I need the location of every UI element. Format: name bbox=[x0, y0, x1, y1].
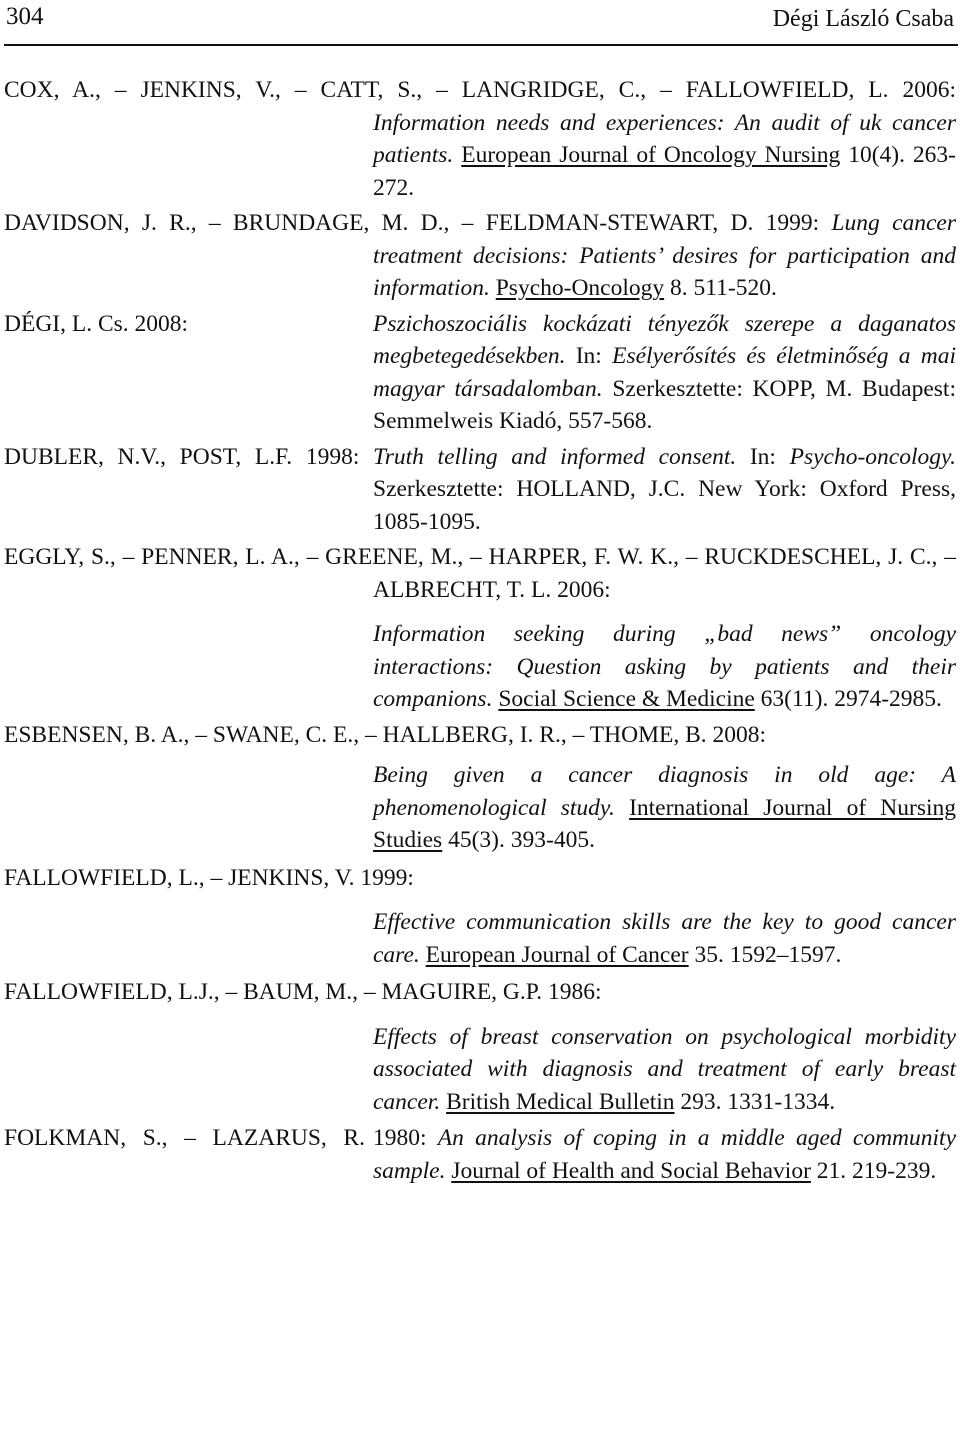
ref-details: 35. 1592–1597. bbox=[694, 941, 842, 968]
ref-details: 293. 1331-1334. bbox=[680, 1088, 836, 1115]
ref-title: An analysis of coping in a middle aged community sample. bbox=[373, 1125, 957, 1184]
ref-journal: European Journal of Cancer bbox=[425, 941, 689, 968]
ref-journal: Journal of Health and Social Behavior bbox=[451, 1157, 811, 1184]
reference-entry bbox=[0, 1122, 960, 1187]
ref-authors: FOLKMAN, S., – LAZARUS, R. bbox=[4, 1125, 365, 1151]
ref-title: Effective communication skills are the key to good cancer care. bbox=[373, 909, 956, 968]
page-header bbox=[0, 0, 960, 46]
ref-year: 2006: bbox=[557, 576, 611, 603]
header-rule bbox=[4, 44, 958, 46]
reference-entry bbox=[0, 308, 960, 438]
ref-journal: European Journal of Oncology Nursing bbox=[461, 142, 841, 168]
ref-year: 1986: bbox=[548, 979, 602, 1005]
ref-details: 21. 219-239. bbox=[816, 1157, 937, 1184]
ref-title: Effects of breast conservation on psychological morbidity associated with diagnosis and treatment of early breast cancer. bbox=[373, 1023, 956, 1115]
ref-book: Esélyerősítés és életminőség a mai magyar társadalomban. bbox=[373, 343, 956, 402]
ref-details: 45(3). 393-405. bbox=[448, 827, 595, 853]
reference-entry bbox=[0, 719, 960, 857]
ref-title: Pszichoszociális kockázati tényezők szerepe a daganatos megbetegedésekben. bbox=[373, 310, 956, 369]
ref-title: Information seeking during „bad news” oncology interactions: Question asking by patients and their companions. bbox=[373, 621, 956, 712]
ref-authors: FALLOWFIELD, L.J., – BAUM, M., – MAGUIRE, G.P. bbox=[4, 979, 543, 1005]
ref-year: 2008: bbox=[134, 310, 189, 337]
ref-journal: British Medical Bulletin bbox=[446, 1088, 675, 1115]
reference-entry bbox=[0, 976, 960, 1118]
ref-title: Truth telling and informed consent. bbox=[372, 443, 737, 470]
reference-entry bbox=[0, 207, 960, 305]
ref-authors: DAVIDSON, J. R., – BRUNDAGE, M. D., – FELDMAN-STEWART, D. bbox=[4, 210, 754, 236]
ref-details: Szerkesztette: HOLLAND, J.C. New York: Oxford Press, 1085-1095. bbox=[373, 476, 956, 535]
ref-authors: DÉGI, L. Cs. bbox=[4, 310, 129, 337]
reference-entry bbox=[0, 541, 960, 716]
ref-year: 1998: bbox=[305, 443, 360, 470]
ref-year: 2006: bbox=[902, 77, 956, 103]
ref-book: Psycho-oncology. bbox=[789, 443, 956, 470]
ref-in: In: bbox=[575, 343, 602, 369]
ref-details: Szerkesztette: KOPP, M. Budapest: Semmelweis Kiadó, 557-568. bbox=[373, 375, 956, 434]
ref-year: 1980: bbox=[373, 1125, 427, 1151]
ref-year: 2008: bbox=[712, 721, 767, 748]
reference-entry bbox=[0, 441, 960, 539]
running-head-author: Dégi László Csaba bbox=[772, 6, 954, 32]
ref-journal: International Journal of Nursing Studies bbox=[373, 794, 956, 853]
reference-entry bbox=[0, 74, 960, 204]
ref-journal: Psycho-Oncology bbox=[495, 275, 665, 301]
ref-authors: EGGLY, S., – PENNER, L. A., – GREENE, M., – HARPER, F. W. K., – RUCKDESCHEL, J. C., – ALBRECHT, T. L. bbox=[4, 544, 956, 603]
ref-details: 10(4). 263-272. bbox=[373, 142, 957, 201]
ref-year: 1999: bbox=[360, 864, 414, 891]
reference-list bbox=[0, 74, 960, 1190]
ref-journal: Social Science & Medicine bbox=[498, 686, 755, 712]
ref-title: Information needs and experiences: An audit of uk cancer patients. bbox=[373, 109, 956, 168]
ref-authors: FALLOWFIELD, L., – JENKINS, V. bbox=[4, 864, 355, 891]
page-number: 304 bbox=[6, 3, 44, 30]
ref-details: 8. 511-520. bbox=[670, 275, 777, 301]
ref-title: Lung cancer treatment decisions: Patients’ desires for participation and information. bbox=[373, 210, 957, 301]
ref-details: 63(11). 2974-2985. bbox=[760, 686, 942, 712]
ref-authors: COX, A., – JENKINS, V., – CATT, S., – LANGRIDGE, C., – FALLOWFIELD, L. bbox=[4, 77, 889, 103]
ref-year: 1999: bbox=[765, 210, 820, 236]
ref-in: In: bbox=[749, 443, 776, 470]
ref-authors: DUBLER, N.V., POST, L.F. bbox=[4, 443, 293, 470]
ref-title: Being given a cancer diagnosis in old age: A phenomenological study. bbox=[373, 762, 956, 821]
ref-authors: ESBENSEN, B. A., – SWANE, C. E., – HALLBERG, I. R., – THOME, B. bbox=[4, 721, 707, 748]
reference-entry bbox=[0, 862, 960, 972]
